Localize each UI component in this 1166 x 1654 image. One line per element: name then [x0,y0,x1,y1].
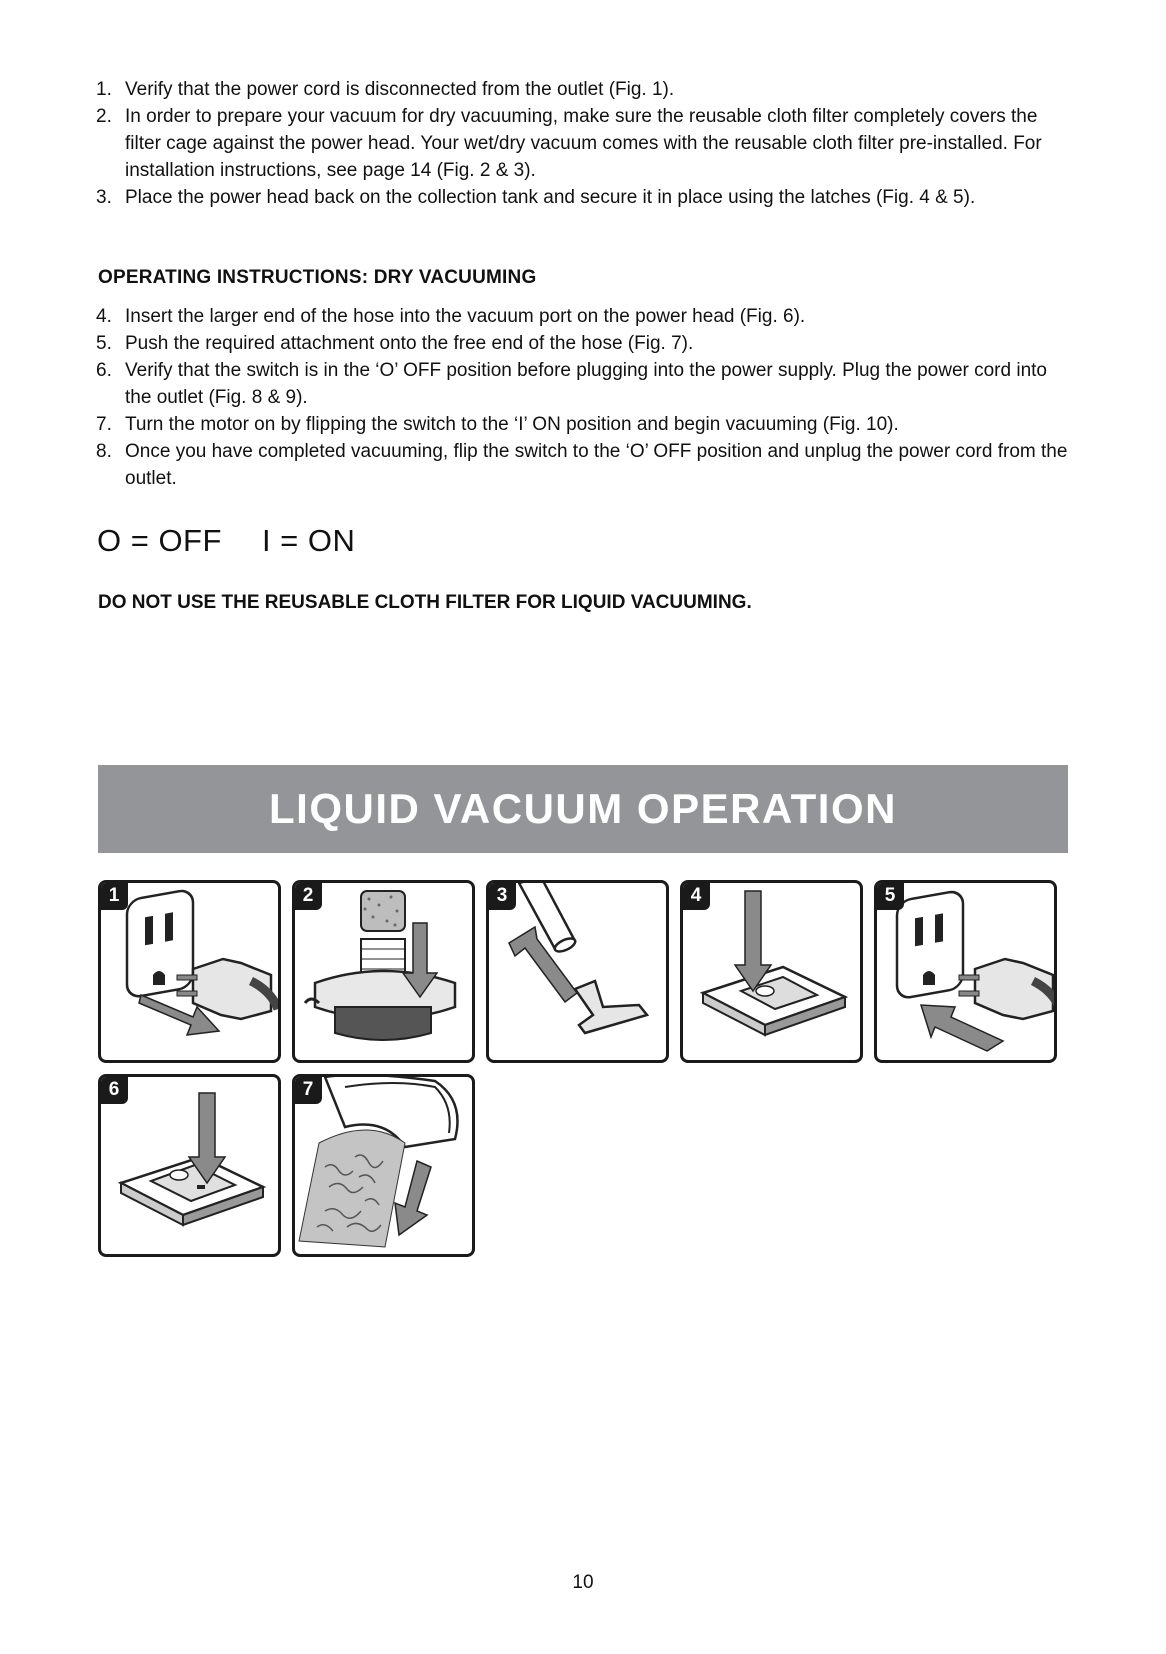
step-number: 4. [96,306,112,327]
figure-badge: 4 [682,882,710,910]
step-text: Once you have completed vacuuming, flip the switch to the ‘O’ OFF position and unplug the power cord from the outlet. [125,441,1068,489]
list-item [96,411,1076,438]
plug-in-outlet-icon [877,883,1054,1060]
switch-legend [97,523,355,559]
hose-attachment-icon [489,883,666,1060]
instruction-list-top [96,76,1076,211]
step-text: Insert the larger end of the hose into the vacuum port on the power head (Fig. 6). [125,306,806,327]
list-item [96,438,1076,492]
figure-2 [292,880,475,1063]
step-number: 6. [96,360,112,381]
step-number: 8. [96,441,112,462]
figure-5 [874,880,1057,1063]
step-text: In order to prepare your vacuum for dry vacuuming, make sure the reusable cloth filter completely covers the filter cage against the power head. Your wet/dry vacuum comes with the reusable cloth filter pre-installed. For installation instructions, see page 14 (Fig. 2 & 3). [125,106,1042,181]
switch-off-legend: O = OFF [97,523,222,558]
step-text: Verify that the power cord is disconnected from the outlet (Fig. 1). [125,79,675,100]
list-item [96,76,1076,103]
switch-on-icon [101,1077,278,1254]
warning-text: DO NOT USE THE REUSABLE CLOTH FILTER FOR LIQUID VACUUMING. [98,592,752,613]
step-number: 5. [96,333,112,354]
filter-removal-icon [295,883,472,1060]
figure-badge: 2 [294,882,322,910]
liquid-suction-icon [295,1077,472,1254]
figure-badge: 1 [100,882,128,910]
list-item [96,184,1076,211]
instruction-list-operating [96,303,1076,492]
list-item [96,103,1076,184]
section-heading: OPERATING INSTRUCTIONS: DRY VACUUMING [98,267,537,288]
list-item [96,330,1076,357]
figure-1 [98,880,281,1063]
figure-3 [486,880,669,1063]
list-item [96,357,1076,411]
unplug-outlet-icon [101,883,278,1060]
list-item [96,303,1076,330]
step-number: 3. [96,187,112,208]
figure-7 [292,1074,475,1257]
figure-badge: 3 [488,882,516,910]
step-text: Turn the motor on by flipping the switch to the ‘I’ ON position and begin vacuuming (Fig. 10). [125,414,899,435]
step-text: Place the power head back on the collection tank and secure it in place using the latches (Fig. 4 & 5). [125,187,976,208]
switch-press-icon [683,883,860,1060]
step-number: 1. [96,79,112,100]
switch-on-legend: I = ON [261,523,356,558]
step-number: 2. [96,106,112,127]
section-banner [98,765,1068,853]
figure-badge: 7 [294,1076,322,1104]
figure-6 [98,1074,281,1257]
figure-badge: 5 [876,882,904,910]
step-text: Push the required attachment onto the free end of the hose (Fig. 7). [125,333,694,354]
figure-badge: 6 [100,1076,128,1104]
step-text: Verify that the switch is in the ‘O’ OFF position before plugging into the power supply. Plug the power cord into the outlet (Fig. 8 & 9). [125,360,1047,408]
page-number: 10 [572,1572,594,1593]
step-number: 7. [96,414,112,435]
figure-4 [680,880,863,1063]
banner-title: LIQUID VACUUM OPERATION [269,785,897,832]
